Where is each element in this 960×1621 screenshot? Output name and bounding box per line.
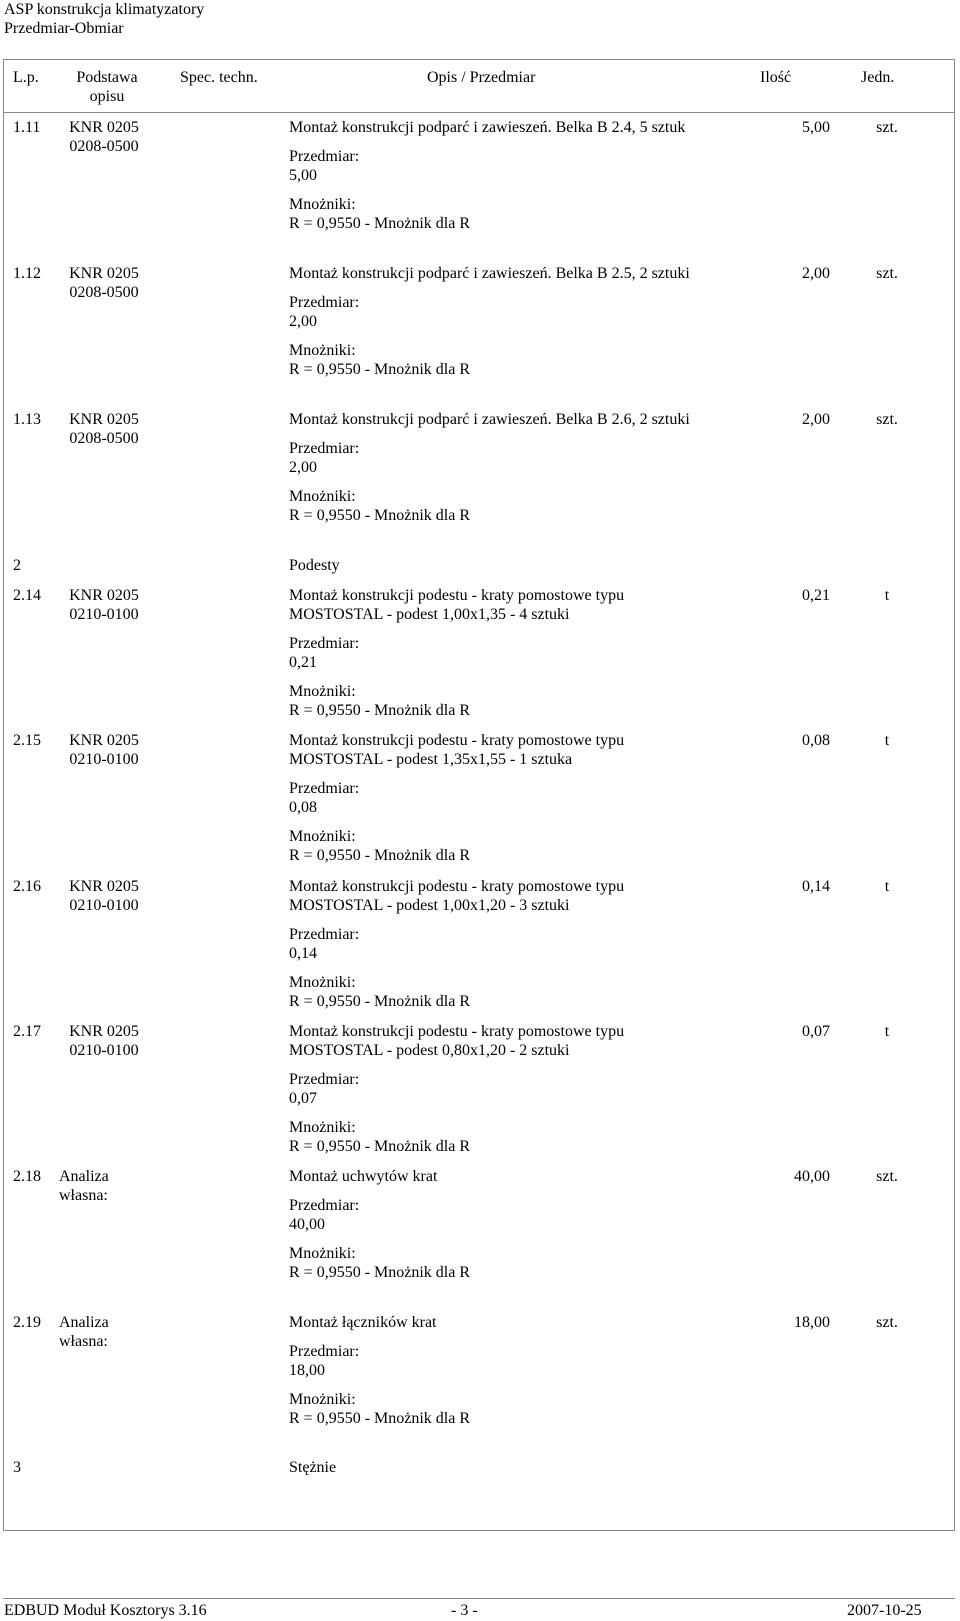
- row-base: Analiza własna:: [59, 1168, 109, 1204]
- mnozniki-label: Mnożniki:: [289, 828, 356, 845]
- row-number: 1.13: [13, 411, 41, 428]
- row-unit: szt.: [876, 411, 898, 428]
- row-description: MOSTOSTAL - podest 1,00x1,35 - 4 sztuki: [289, 606, 570, 623]
- row-base: KNR 0205 0210-0100: [69, 587, 139, 623]
- przedmiar-label: Przedmiar:: [289, 635, 360, 652]
- mnoznik-value: R = 0,9550 - Mnożnik dla R: [289, 361, 471, 378]
- row-number: 2.19: [13, 1314, 41, 1331]
- row-quantity: 0,14: [802, 878, 830, 895]
- row-number: 2.18: [13, 1168, 41, 1185]
- row-number: 1.11: [13, 119, 41, 136]
- row-description: MOSTOSTAL - podest 1,35x1,55 - 1 sztuka: [289, 751, 573, 768]
- section-number: 2: [13, 557, 21, 574]
- row-base: KNR 0205 0208-0500: [69, 119, 139, 155]
- row-number: 1.12: [13, 265, 41, 282]
- row-description: Montaż konstrukcji podparć i zawieszeń. Belka B 2.4, 5 sztuk: [289, 119, 686, 136]
- col-header-unit: Jedn.: [861, 69, 895, 86]
- row-base: KNR 0205 0210-0100: [69, 1023, 139, 1059]
- row-description: Montaż konstrukcji podestu - kraty pomostowe typu: [289, 732, 625, 749]
- footer-software: EDBUD Moduł Kosztorys 3.16: [4, 1602, 207, 1619]
- przedmiar-label: Przedmiar:: [289, 148, 360, 165]
- przedmiar-value: 40,00: [289, 1216, 325, 1233]
- przedmiar-label: Przedmiar:: [289, 926, 360, 943]
- mnoznik-value: R = 0,9550 - Mnożnik dla R: [289, 1138, 471, 1155]
- mnoznik-value: R = 0,9550 - Mnożnik dla R: [289, 993, 471, 1010]
- mnoznik-value: R = 0,9550 - Mnożnik dla R: [289, 1264, 471, 1281]
- row-unit: szt.: [876, 119, 898, 136]
- row-quantity: 5,00: [802, 119, 830, 136]
- col-header-desc: Opis / Przedmiar: [427, 69, 536, 86]
- mnoznik-value: R = 0,9550 - Mnożnik dla R: [289, 702, 471, 719]
- mnoznik-value: R = 0,9550 - Mnożnik dla R: [289, 1410, 471, 1427]
- row-unit: szt.: [876, 1168, 898, 1185]
- row-base: KNR 0205 0208-0500: [69, 265, 139, 301]
- row-quantity: 0,21: [802, 587, 830, 604]
- row-quantity: 2,00: [802, 265, 830, 282]
- przedmiar-value: 2,00: [289, 459, 317, 476]
- row-description: MOSTOSTAL - podest 1,00x1,20 - 3 sztuki: [289, 897, 570, 914]
- col-header-base: Podstawa opisu: [76, 69, 138, 105]
- przedmiar-label: Przedmiar:: [289, 440, 360, 457]
- section-title: Podesty: [289, 557, 340, 574]
- row-description: Montaż konstrukcji podestu - kraty pomostowe typu: [289, 1023, 625, 1040]
- przedmiar-label: Przedmiar:: [289, 780, 360, 797]
- mnoznik-value: R = 0,9550 - Mnożnik dla R: [289, 215, 471, 232]
- row-description: MOSTOSTAL - podest 0,80x1,20 - 2 sztuki: [289, 1042, 570, 1059]
- przedmiar-label: Przedmiar:: [289, 294, 360, 311]
- row-base: KNR 0205 0210-0100: [69, 878, 139, 914]
- mnozniki-label: Mnożniki:: [289, 1119, 356, 1136]
- mnoznik-value: R = 0,9550 - Mnożnik dla R: [289, 507, 471, 524]
- mnozniki-label: Mnożniki:: [289, 974, 356, 991]
- header-separator: [3, 112, 955, 113]
- footer-line: [3, 1598, 955, 1599]
- przedmiar-label: Przedmiar:: [289, 1343, 360, 1360]
- col-header-qty: Ilość: [760, 69, 792, 86]
- col-header-spec: Spec. techn.: [180, 69, 258, 86]
- row-description: Montaż konstrukcji podestu - kraty pomostowe typu: [289, 587, 625, 604]
- row-description: Montaż konstrukcji podestu - kraty pomostowe typu: [289, 878, 625, 895]
- row-description: Montaż konstrukcji podparć i zawieszeń. Belka B 2.5, 2 sztuki: [289, 265, 690, 282]
- row-unit: szt.: [876, 1314, 898, 1331]
- footer-page: - 3 -: [451, 1602, 478, 1619]
- mnozniki-label: Mnożniki:: [289, 342, 356, 359]
- row-unit: szt.: [876, 265, 898, 282]
- przedmiar-label: Przedmiar:: [289, 1197, 360, 1214]
- mnoznik-value: R = 0,9550 - Mnożnik dla R: [289, 847, 471, 864]
- przedmiar-value: 0,08: [289, 799, 317, 816]
- row-quantity: 18,00: [794, 1314, 830, 1331]
- przedmiar-value: 18,00: [289, 1362, 325, 1379]
- row-unit: t: [884, 878, 890, 895]
- document-title: Przedmiar-Obmiar: [4, 20, 124, 37]
- przedmiar-value: 2,00: [289, 313, 317, 330]
- row-number: 2.14: [13, 587, 41, 604]
- row-quantity: 0,07: [802, 1023, 830, 1040]
- przedmiar-value: 0,07: [289, 1090, 317, 1107]
- footer-date: 2007-10-25: [847, 1602, 922, 1619]
- section-title: Stężnie: [289, 1459, 337, 1476]
- przedmiar-value: 0,21: [289, 654, 317, 671]
- row-description: Montaż konstrukcji podparć i zawieszeń. Belka B 2.6, 2 sztuki: [289, 411, 690, 428]
- mnozniki-label: Mnożniki:: [289, 488, 356, 505]
- row-quantity: 40,00: [794, 1168, 830, 1185]
- row-quantity: 2,00: [802, 411, 830, 428]
- row-base: KNR 0205 0208-0500: [69, 411, 139, 447]
- row-unit: t: [884, 1023, 890, 1040]
- przedmiar-label: Przedmiar:: [289, 1071, 360, 1088]
- row-number: 2.16: [13, 878, 41, 895]
- row-unit: t: [884, 732, 890, 749]
- mnozniki-label: Mnożniki:: [289, 196, 356, 213]
- row-base: KNR 0205 0210-0100: [69, 732, 139, 768]
- przedmiar-value: 5,00: [289, 167, 317, 184]
- mnozniki-label: Mnożniki:: [289, 1245, 356, 1262]
- row-description: Montaż łączników krat: [289, 1314, 437, 1331]
- przedmiar-value: 0,14: [289, 945, 317, 962]
- col-header-lp: L.p.: [13, 69, 39, 86]
- company-title: ASP konstrukcja klimatyzatory: [4, 1, 205, 18]
- mnozniki-label: Mnożniki:: [289, 1391, 356, 1408]
- mnozniki-label: Mnożniki:: [289, 683, 356, 700]
- row-unit: t: [884, 587, 890, 604]
- row-description: Montaż uchwytów krat: [289, 1168, 438, 1185]
- row-number: 2.15: [13, 732, 41, 749]
- row-quantity: 0,08: [802, 732, 830, 749]
- section-number: 3: [13, 1459, 21, 1476]
- row-number: 2.17: [13, 1023, 41, 1040]
- row-base: Analiza własna:: [59, 1314, 109, 1350]
